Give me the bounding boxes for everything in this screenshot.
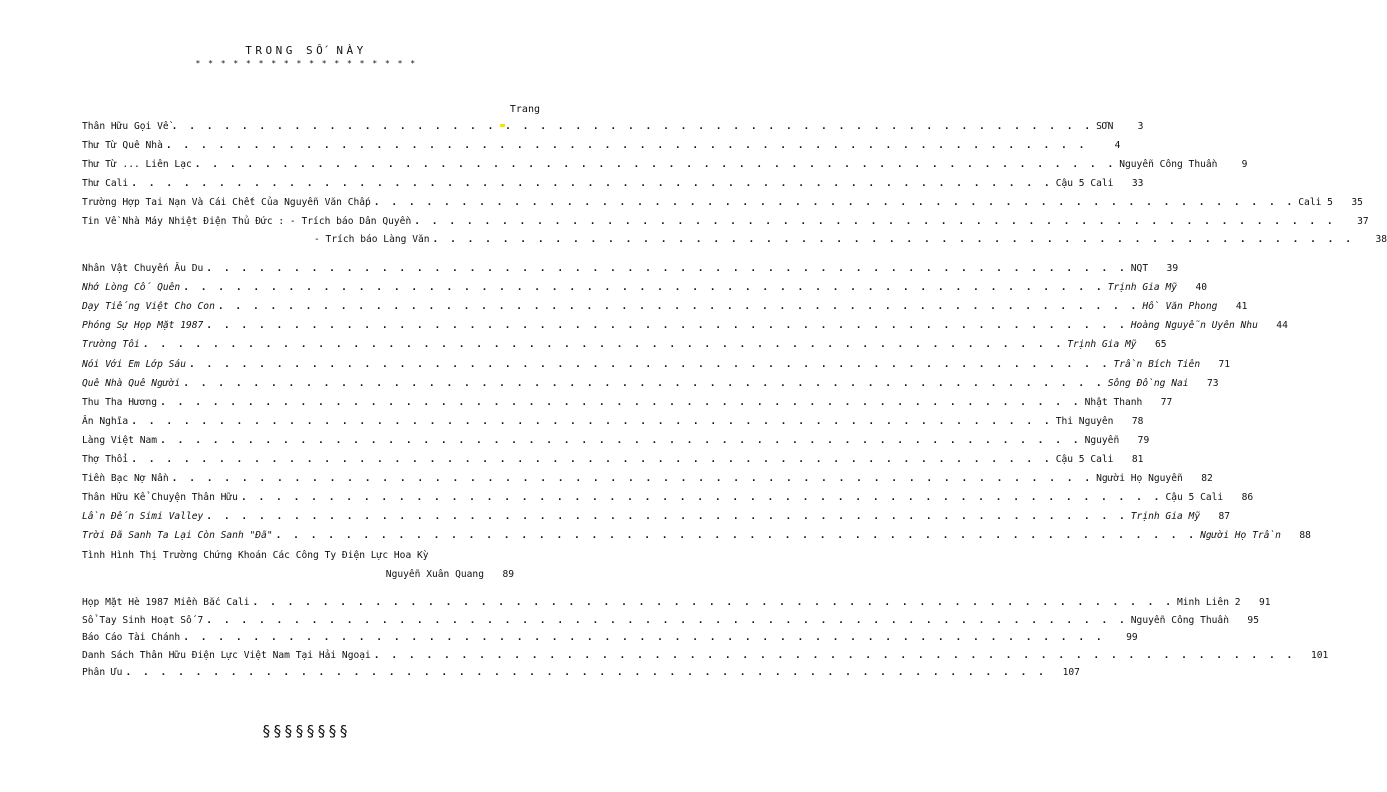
toc-entry bbox=[82, 234, 1387, 248]
entry-page-number: 86 bbox=[1241, 492, 1254, 504]
entry-page-number: 40 bbox=[1195, 282, 1207, 294]
entry-page-number: 81 bbox=[1131, 454, 1144, 465]
entry-title: Thân Hữu Gọi Về bbox=[82, 121, 169, 132]
entry-title: Dạy Tiếng Việt Cho Con bbox=[82, 301, 215, 313]
dot-leader: . . . . . . . . . . . . . . . . . . . . . . . . . . . . . . . . . . . . . . . . . . . . . . . . . . . . . bbox=[131, 454, 1053, 465]
entry-page-number: 39 bbox=[1166, 263, 1179, 274]
entry-page-number: 73 bbox=[1207, 377, 1219, 389]
entry-page-number: 88 bbox=[1299, 530, 1311, 542]
entry-title: Thư Từ Quê Nhà bbox=[82, 139, 163, 151]
entry-title: Thân Hữu Kể Chuyện Thân Hữu bbox=[82, 492, 238, 504]
entry-page-number: 79 bbox=[1137, 434, 1150, 446]
entry-author: Nguyễn Xuân Quang bbox=[385, 568, 484, 580]
entry-title: Thư Từ ... Liên Lạc bbox=[82, 158, 192, 170]
entry-author: NQT bbox=[1130, 263, 1149, 274]
entry-page-number: 4 bbox=[1114, 139, 1121, 151]
entry-page-number: 91 bbox=[1258, 597, 1271, 608]
toc-entry bbox=[82, 511, 1231, 525]
entry-page-number: 101 bbox=[1310, 649, 1329, 661]
dot-leader: . . . . . . . . . . . . . . . . . . . . . . . . . . . . . . . . . . . . . . . . . . . . . . . . . . . . . bbox=[125, 667, 1047, 678]
entry-author: Người Họ Nguyễn bbox=[1096, 473, 1183, 485]
entry-title: Nhân Vật Chuyến Âu Du bbox=[82, 263, 204, 274]
toc-entry bbox=[82, 139, 1121, 154]
dot-leader: . . . . . . . . . . . . . . . . . . . . . . . . . . . . . . . . . . . . . . . . . . . . . . . . . . . . . bbox=[432, 234, 1355, 246]
toc-entry bbox=[82, 121, 1144, 135]
page-column-header: Trang bbox=[509, 104, 540, 115]
entry-author: Sông Đồng Nai bbox=[1107, 377, 1189, 389]
toc-entry bbox=[82, 215, 1369, 230]
toc-entry bbox=[82, 177, 1144, 192]
toc-entry bbox=[82, 649, 1329, 664]
dot-leader: . . . . . . . . . . . . . . . . . . . . . . . . . . . . . . . . . . . . . . . . . . . . . . . . . . . . . bbox=[131, 177, 1053, 189]
toc-entry bbox=[82, 614, 1259, 629]
entry-page-number: 71 bbox=[1218, 358, 1231, 370]
entry-title: Phân Ưu bbox=[82, 667, 123, 678]
entry-author: Cậu 5 Cali bbox=[1055, 454, 1114, 465]
entry-page-number: 99 bbox=[1126, 632, 1138, 643]
entry-title: Báo Cáo Tài Chánh bbox=[82, 632, 181, 643]
entry-page-number: 37 bbox=[1357, 215, 1369, 227]
entry-title: Ân Nghĩa bbox=[82, 415, 129, 427]
toc-entry bbox=[82, 473, 1213, 487]
entry-title: Nhớ Lòng Cố Quên bbox=[82, 282, 181, 294]
dot-leader: . . . . . . . . . . . . . . . . . . . . . . . . . . . . . . . . . . . . . . . . . . . . . . . . . . . . . bbox=[160, 434, 1082, 446]
entry-page-number: 107 bbox=[1062, 667, 1080, 678]
entry-author: Trần Bích Tiên bbox=[1113, 358, 1201, 370]
entry-title: Lần Đến Simi Valley bbox=[82, 511, 204, 523]
entry-page-number: 44 bbox=[1276, 320, 1288, 332]
dot-leader: . . . . . . . . . . . . . . . . . . . . . . . . . . . . . . . . . . . . . . . . . . . . . . . . . . . . . bbox=[206, 263, 1128, 274]
entry-author: Nhật Thanh bbox=[1084, 396, 1143, 408]
entry-author: Nguyễn Công Thuần bbox=[1119, 158, 1218, 170]
entry-page-number: 41 bbox=[1235, 301, 1248, 313]
dot-leader: . . . . . . . . . . . . . . . . . . . . . . . . . . . . . . . . . . . . . . . . . . . . . . . . . . . . . bbox=[194, 158, 1117, 170]
dot-leader: . . . . . . . . . . . . . . . . . . . . . . . . . . . . . . . . . . . . . . . . . . . . . . . . . . . . . bbox=[171, 121, 1094, 132]
toc-entry bbox=[82, 632, 1138, 646]
dot-leader: . . . . . . . . . . . . . . . . . . . . . . . . . . . . . . . . . . . . . . . . . . . . . . . . . . . . . bbox=[252, 597, 1174, 608]
entry-title: Thu Tha Hương bbox=[82, 396, 158, 408]
toc-entry bbox=[82, 301, 1248, 315]
entry-title: Sổ Tay Sinh Hoạt Số 7 bbox=[82, 614, 204, 626]
dot-leader: . . . . . . . . . . . . . . . . . . . . . . . . . . . . . . . . . . . . . . . . . . . . . . . . . . . . . bbox=[188, 358, 1111, 370]
entry-title: Phóng Sự Họp Mặt 1987 bbox=[82, 320, 204, 332]
dot-leader: . . . . . . . . . . . . . . . . . . . . . . . . . . . . . . . . . . . . . . . . . . . . . . . . . . . . . bbox=[183, 632, 1105, 643]
toc-entry bbox=[82, 377, 1219, 392]
entry-title: Tình Hình Thị Trường Chứng Khoán Các Công Ty Điện Lực Hoa Kỳ bbox=[82, 549, 429, 561]
dot-leader: . . . . . . . . . . . . . . . . . . . . . . . . . . . . . . . . . . . . . . . . . . . . . . . . . . . . . bbox=[160, 396, 1082, 408]
dot-leader: . . . . . . . . . . . . . . . . . . . . . . . . . . . . . . . . . . . . . . . . . . . . . . . . . . . . . bbox=[240, 492, 1163, 504]
dot-leader: . . . . . . . . . . . . . . . . . . . . . . . . . . . . . . . . . . . . . . . . . . . . . . . . . . . . . bbox=[131, 415, 1053, 427]
entry-title: Tin Về Nhà Máy Nhiệt Điện Thủ Đức : - Trích báo Dân Quyền bbox=[82, 215, 412, 227]
dot-leader: . . . . . . . . . . . . . . . . . . . . . . . . . . . . . . . . . . . . . . . . . . . . . . . . . . . . . bbox=[206, 320, 1128, 332]
toc-entry bbox=[82, 196, 1363, 211]
entry-author: Hồ Văn Phong bbox=[1142, 301, 1218, 313]
entry-author: Minh Liên 2 bbox=[1177, 597, 1241, 608]
entry-page-number: 87 bbox=[1218, 511, 1231, 523]
entry-title: Tiền Bạc Nợ Nần bbox=[82, 473, 169, 485]
dot-leader: . . . . . . . . . . . . . . . . . . . . . . . . . . . . . . . . . . . . . . . . . . . . . . . . . . . . . bbox=[183, 282, 1105, 294]
toc-entry bbox=[82, 550, 514, 564]
toc-entry bbox=[82, 597, 1271, 611]
dot-leader: . . . . . . . . . . . . . . . . . . . . . . . . . . . . . . . . . . . . . . . . . . . . . . . . . . . . . bbox=[373, 649, 1296, 661]
entry-page-number: 89 bbox=[502, 568, 514, 580]
toc-entry bbox=[82, 339, 1167, 353]
toc-entry bbox=[82, 415, 1144, 430]
toc-entry bbox=[82, 320, 1288, 334]
entry-author: SƠN bbox=[1096, 121, 1114, 132]
dot-leader: . . . . . . . . . . . . . . . . . . . . . . . . . . . . . . . . . . . . . . . . . . . . . . . . . . . . . bbox=[373, 196, 1296, 208]
dot-leader: . . . . . . . . . . . . . . . . . . . . . . . . . . . . . . . . . . . . . . . . . . . . . . . . . . . . . bbox=[217, 301, 1140, 313]
entry-author: Trịnh Gia Mỹ bbox=[1107, 282, 1177, 294]
dot-leader: . . . . . . . . . . . . . . . . . . . . . . . . . . . . . . . . . . . . . . . . . . . . . . . . . . . . . bbox=[171, 473, 1094, 485]
entry-title: Thợ Thổi bbox=[82, 454, 129, 465]
dot-leader: . . . . . . . . . . . . . . . . . . . . . . . . . . . . . . . . . . . . . . . . . . . . . . . . . . . . . bbox=[206, 511, 1128, 523]
toc-entry bbox=[82, 492, 1254, 506]
dot-leader: . . . . . . . . . . . . . . . . . . . . . . . . . . . . . . . . . . . . . . . . . . . . . . . . . . . . . bbox=[206, 614, 1128, 626]
entry-title: Trường Tôi bbox=[82, 339, 140, 351]
toc-entry bbox=[82, 358, 1231, 373]
entry-author: Cậu 5 Cali bbox=[1055, 177, 1114, 189]
entry-page-number: 82 bbox=[1201, 473, 1213, 485]
entry-author: Nguyễn bbox=[1084, 434, 1120, 446]
entry-title: Thư Cali bbox=[82, 177, 129, 189]
entry-title: Trường Hợp Tai Nạn Và Cái Chết Của Nguyễn Văn Chấp bbox=[82, 196, 371, 208]
entry-author: Hoàng Nguyễn Uyên Nhu bbox=[1130, 320, 1258, 332]
entry-page-number: 33 bbox=[1131, 177, 1144, 189]
entry-author: Nguyễn Công Thuần bbox=[1130, 614, 1229, 626]
toc-entry bbox=[82, 282, 1207, 296]
entry-author: Trịnh Gia Mỹ bbox=[1130, 511, 1201, 523]
toc-entry bbox=[82, 667, 1080, 681]
toc-entry bbox=[82, 569, 514, 583]
toc-entry bbox=[82, 530, 1311, 544]
entry-author: Người Họ Trần bbox=[1200, 530, 1281, 542]
toc-entry bbox=[82, 158, 1248, 173]
dot-leader: . . . . . . . . . . . . . . . . . . . . . . . . . . . . . . . . . . . . . . . . . . . . . . . . . . . . . bbox=[275, 530, 1198, 542]
footer-ornament: §§§§§§§§ bbox=[261, 722, 351, 740]
entry-page-number: 95 bbox=[1247, 614, 1259, 626]
entry-page-number: 77 bbox=[1160, 396, 1173, 408]
page-title: TRONG SỐ NÀY bbox=[245, 44, 367, 57]
toc-entry bbox=[82, 396, 1173, 411]
toc-entry bbox=[82, 454, 1144, 468]
dot-leader: . . . . . . . . . . . . . . . . . . . . . . . . . . . . . . . . . . . . . . . . . . . . . . . . . . . . . bbox=[165, 139, 1088, 151]
entry-title: Quê Nhà Quê Người bbox=[82, 377, 181, 389]
entry-page-number: 9 bbox=[1241, 158, 1248, 170]
entry-title: Họp Mặt Hè 1987 Miền Bắc Cali bbox=[82, 597, 250, 608]
entry-title: Làng Việt Nam bbox=[82, 434, 158, 446]
entry-author: Cậu 5 Cali bbox=[1165, 492, 1224, 504]
title-stars-divider: * * * * * * * * * * * * * * * * * * bbox=[195, 59, 417, 68]
toc-entry bbox=[82, 434, 1150, 449]
dot-leader: . . . . . . . . . . . . . . . . . . . . . . . . . . . . . . . . . . . . . . . . . . . . . . . . . . . . . bbox=[183, 377, 1105, 389]
entry-title: Danh Sách Thân Hữu Điện Lực Việt Nam Tại Hải Ngoại bbox=[82, 649, 371, 661]
entry-title: Trời Đã Sanh Ta Lại Còn Sanh "Đã" bbox=[82, 530, 273, 542]
entry-author: Trịnh Gia Mỹ bbox=[1067, 339, 1137, 351]
dot-leader: . . . . . . . . . . . . . . . . . . . . . . . . . . . . . . . . . . . . . . . . . . . . . . . . . . . . . bbox=[142, 339, 1065, 351]
entry-title: Nói Với Em Lớp Sáu bbox=[82, 358, 186, 370]
toc-entry bbox=[82, 263, 1179, 277]
entry-author: Thi Nguyên bbox=[1055, 415, 1114, 427]
entry-page-number: 65 bbox=[1155, 339, 1167, 351]
entry-title: - Trích báo Làng Văn bbox=[314, 234, 430, 246]
entry-author: Cali 5 bbox=[1298, 196, 1333, 208]
entry-page-number: 3 bbox=[1137, 121, 1144, 132]
entry-page-number: 78 bbox=[1131, 415, 1144, 427]
entry-page-number: 38 bbox=[1375, 234, 1387, 246]
entry-page-number: 35 bbox=[1351, 196, 1363, 208]
dot-leader: . . . . . . . . . . . . . . . . . . . . . . . . . . . . . . . . . . . . . . . . . . . . . . . . . . . . . bbox=[414, 215, 1336, 227]
